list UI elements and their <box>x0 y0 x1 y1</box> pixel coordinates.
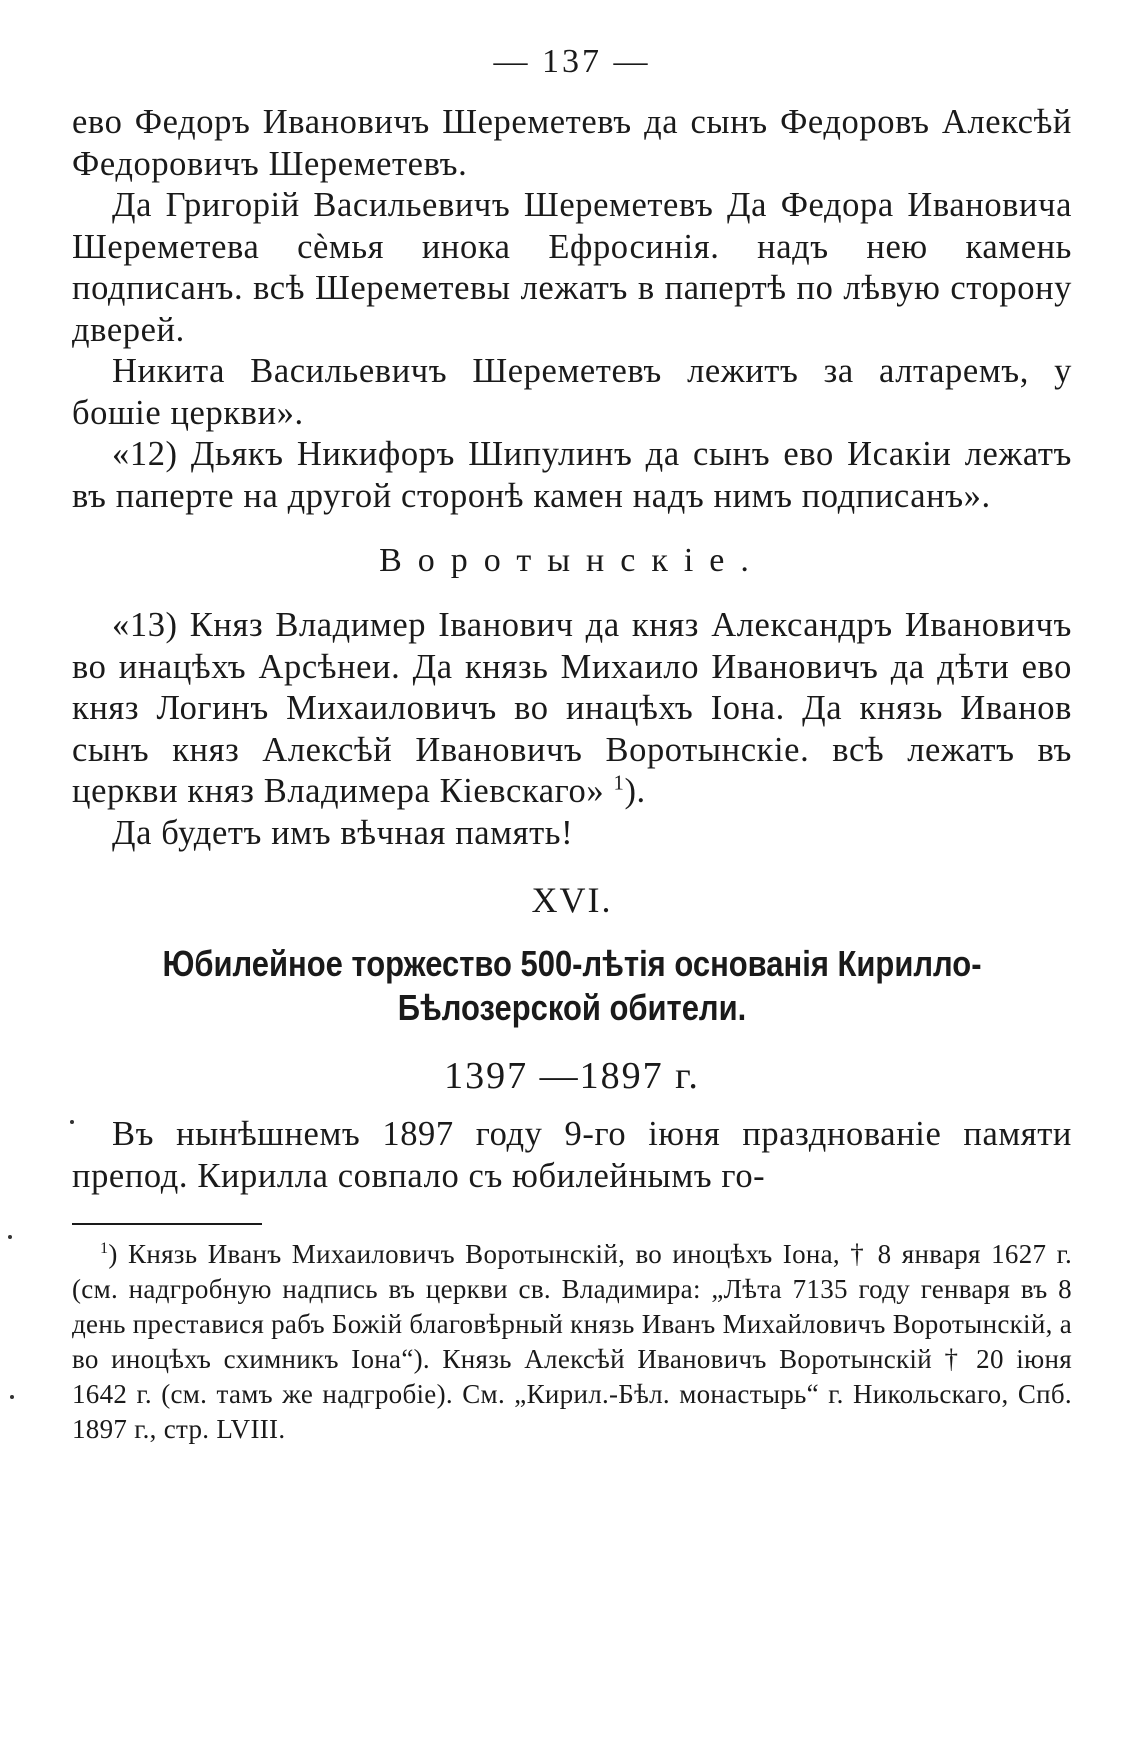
footnote-divider <box>72 1223 262 1225</box>
paragraph-end: ). <box>624 772 646 810</box>
text-paragraph: Да будетъ имъ вѣчная память! <box>112 813 574 852</box>
print-speck <box>70 1120 74 1124</box>
footnote-mark: 1 <box>100 1239 109 1257</box>
print-speck <box>8 1235 12 1239</box>
family-heading: Воротынскіе. <box>379 542 765 579</box>
footnote-reference: 1 <box>613 772 625 795</box>
text-paragraph <box>72 605 1072 813</box>
paragraph-text: «13) Княз Владимер Іванович да княз Александръ Ивановичъ во инацѣхъ Арсѣнеи. Да князь Михаило Ивановичъ да дѣти ево княз Логинъ Михаиловичъ во инацѣхъ Іона. Да князь Иванов сынъ княз Алексѣй Ивановичъ Воротынскіе. всѣ лежатъ въ церкви княз Владимера Кіевскаго» <box>72 606 1072 810</box>
text-paragraph: Въ нынѣшнемъ 1897 году 9-го іюня празднованіе памяти препод. Кирилла совпало съ юбилейнымъ го- <box>72 1115 1072 1195</box>
page-number: — 137 — <box>493 43 651 80</box>
book-page <box>72 40 1072 1447</box>
text-paragraph: Никита Васильевичъ Шереметевъ лежитъ за алтаремъ, у бошіе церкви». <box>72 352 1072 432</box>
text-paragraph: «12) Дьякъ Никифоръ Шипулинъ да сынъ ево Исакіи лежатъ въ паперте на другой сторонѣ камен надъ нимъ подписанъ». <box>72 435 1072 515</box>
text-paragraph: Да Григорій Васильевичъ Шереметевъ Да Федора Ивановича Шереметева сѐмья инока Ефросинія. надъ нею камень подписанъ. всѣ Шереметевы лежатъ в папертѣ по лѣвую сторону дверей. <box>72 186 1072 349</box>
footnote-text: ) Князь Иванъ Михаиловичъ Воротынскій, во иноцѣхъ Іона, † 8 января 1627 г. (см. надгробную надпись въ церкви св. Владимира: „Лѣта 7135 году генваря въ 8 день преставися рабъ Божій благовѣрный князь Иванъ Михайловичъ Воротынскій, а во иноцѣхъ схимникъ Іона“). Князь Алексѣй Ивановичъ Воротынскій † 20 іюня 1642 г. (см. тамъ же надгробіе). См. „Кирил.-Бѣл. монастырь“ г. Никольскаго, Спб. 1897 г., стр. LVIII. <box>72 1239 1072 1444</box>
footnote <box>72 1237 1072 1447</box>
chapter-title: Юбилейное торжество 500-лѣтія основанія Кирилло-Бѣлозерской обители. <box>162 943 982 1028</box>
print-speck <box>10 1395 14 1399</box>
section-number: XVI. <box>531 880 613 920</box>
chapter-years: 1397 —1897 г. <box>444 1055 700 1097</box>
text-paragraph: ево Федоръ Ивановичъ Шереметевъ да сынъ Федоровъ Алексѣй Федоровичъ Шереметевъ. <box>72 103 1072 183</box>
